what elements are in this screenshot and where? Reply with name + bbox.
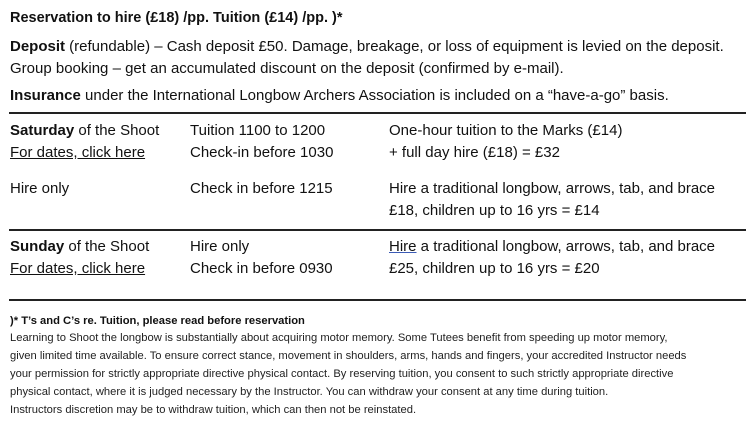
sunday-hire-checkin: Check in before 0930	[190, 260, 333, 277]
terms-line: your permission for strictly appropriate directive physical contact. By reserving tuition, you consent to such strictly appropriate directive	[10, 368, 674, 380]
sunday-day-label	[10, 238, 149, 256]
deposit-text: (refundable) – Cash deposit £50. Damage, breakage, or loss of equipment is levied on the deposit.	[65, 38, 724, 55]
sunday-hire-desc-2: £25, children up to 16 yrs = £20	[389, 260, 600, 277]
sunday-hire-link[interactable]: Hire	[389, 238, 417, 255]
saturday-hire-desc-2: £18, children up to 16 yrs = £14	[389, 202, 600, 219]
insurance-label: Insurance	[10, 87, 81, 104]
saturday-tuition-checkin: Check-in before 1030	[190, 144, 334, 161]
saturday-dates-link[interactable]: For dates, click here	[10, 144, 146, 161]
saturday-tuition-time: Tuition 1100 to 1200	[190, 122, 326, 139]
terms-heading: )* T’s and C’s re. Tuition, please read before reservation	[10, 315, 305, 327]
saturday-hire-label: Hire only	[10, 180, 70, 197]
insurance-text: under the International Longbow Archers Association is included on a “have-a-go” basis.	[80, 87, 669, 104]
deposit-label: Deposit	[10, 38, 66, 55]
sunday-dates-link[interactable]: For dates, click here	[10, 260, 146, 277]
terms-line: physical contact, where it is judged necessary by the Instructor. You can withdraw your consent at any time during tuition.	[10, 386, 609, 398]
divider-top	[9, 112, 746, 114]
sunday-hire-label: Hire only	[190, 238, 250, 255]
terms-line: Learning to Shoot the longbow is substantially about acquiring motor memory. Some Tutees benefit from speeding up motor memory,	[10, 332, 668, 344]
saturday-day-bold: Saturday	[10, 122, 75, 139]
group-booking-line: Group booking – get an accumulated discount on the deposit (confirmed by e-mail).	[10, 60, 564, 77]
sunday-hire-desc-1	[389, 238, 715, 256]
insurance-line	[10, 87, 669, 105]
divider-bottom	[9, 299, 746, 301]
sunday-hire-desc-rest: a traditional longbow, arrows, tab, and brace	[416, 238, 716, 255]
deposit-line	[10, 38, 724, 56]
divider-middle	[9, 229, 746, 231]
saturday-hire-checkin: Check in before 1215	[190, 180, 333, 197]
saturday-day-label	[10, 122, 159, 140]
saturday-tuition-desc-1: One-hour tuition to the Marks (£14)	[389, 122, 623, 139]
page-title: Reservation to hire (£18) /pp. Tuition (£14) /pp. )*	[10, 10, 343, 26]
saturday-hire-desc-1: Hire a traditional longbow, arrows, tab, and brace	[389, 180, 716, 197]
saturday-day-rest: of the Shoot	[74, 122, 160, 139]
terms-line: given limited time available. To ensure correct stance, movement in shoulders, arms, hands and fingers, your accredited Instructor needs	[10, 350, 687, 362]
sunday-day-bold: Sunday	[10, 238, 65, 255]
sunday-day-rest: of the Shoot	[64, 238, 150, 255]
terms-line: Instructors discretion may be to withdraw tuition, which can then not be reinstated.	[10, 404, 417, 416]
saturday-tuition-desc-2: + full day hire (£18) = £32	[389, 144, 560, 161]
